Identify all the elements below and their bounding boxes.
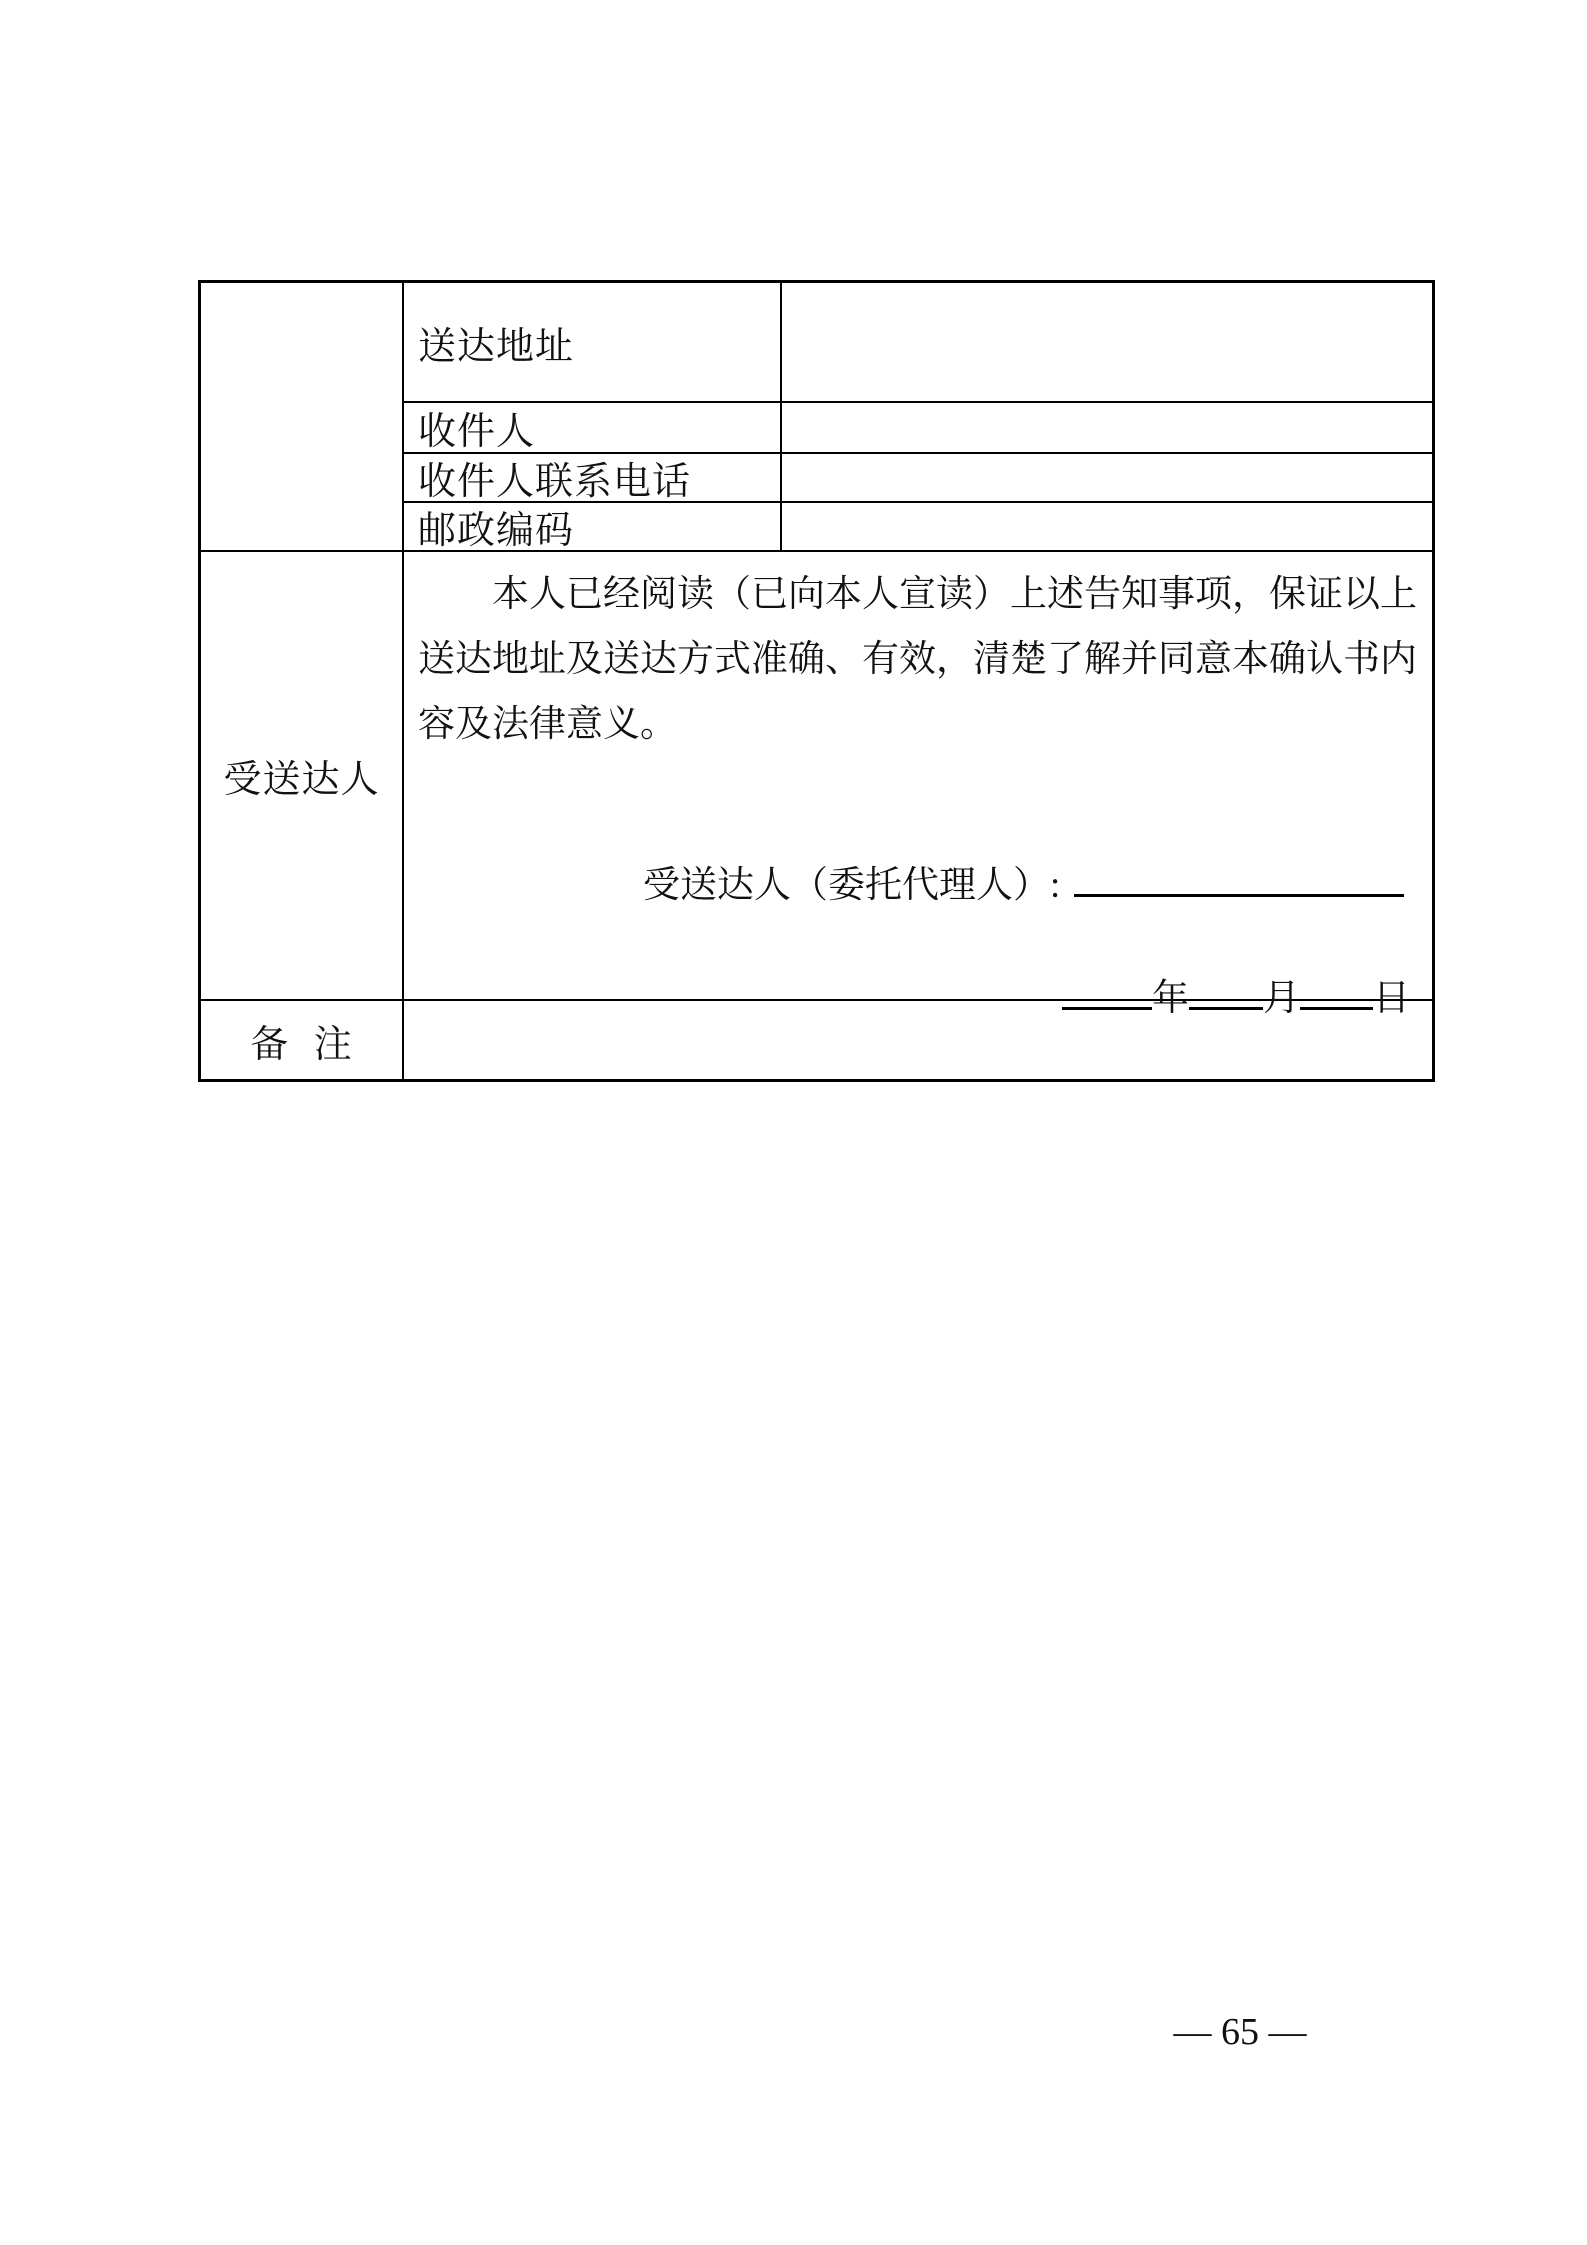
postal-code-label: 邮政编码	[418, 510, 575, 552]
date-year-unit: 年	[1152, 978, 1189, 1019]
statement-line-3: 容及法律意义。	[418, 704, 677, 745]
signature-row	[643, 857, 1422, 906]
recipient-name-label-cell	[404, 403, 782, 454]
postal-code-value-cell	[782, 503, 1432, 552]
date-day-unit: 日	[1373, 978, 1410, 1019]
served-party-label: 受送达人	[223, 759, 380, 801]
recipient-phone-label-cell	[404, 454, 782, 503]
merged-left-empty-cell	[201, 283, 404, 552]
postal-code-label-cell	[404, 503, 782, 552]
delivery-address-label: 送达地址	[418, 325, 575, 368]
remarks-value-cell	[404, 1001, 1432, 1079]
date-month-unit: 月	[1263, 978, 1300, 1019]
served-party-header-cell	[201, 552, 404, 1001]
signature-blank-line	[1074, 857, 1404, 897]
service-address-confirmation-table	[198, 280, 1435, 1082]
recipient-name-label: 收件人	[418, 411, 536, 453]
signature-label: 受送达人（委托代理人）:	[643, 865, 1061, 906]
recipient-phone-value-cell	[782, 454, 1432, 503]
served-party-statement-cell	[404, 552, 1432, 1019]
statement-line-1: 本人已经阅读（已向本人宣读）上述告知事项，保证以上	[492, 574, 1417, 615]
remarks-label: 备 注	[250, 1023, 353, 1066]
recipient-phone-label: 收件人联系电话	[418, 461, 692, 503]
delivery-address-label-cell	[404, 283, 782, 403]
recipient-name-value-cell	[782, 403, 1432, 454]
statement-line-2: 送达地址及送达方式准确、有效，清楚了解并同意本确认书内	[418, 639, 1417, 680]
page-number: — 65 —	[1173, 2011, 1307, 2053]
remarks-header-cell	[201, 1001, 404, 1079]
delivery-address-value-cell	[782, 283, 1432, 403]
